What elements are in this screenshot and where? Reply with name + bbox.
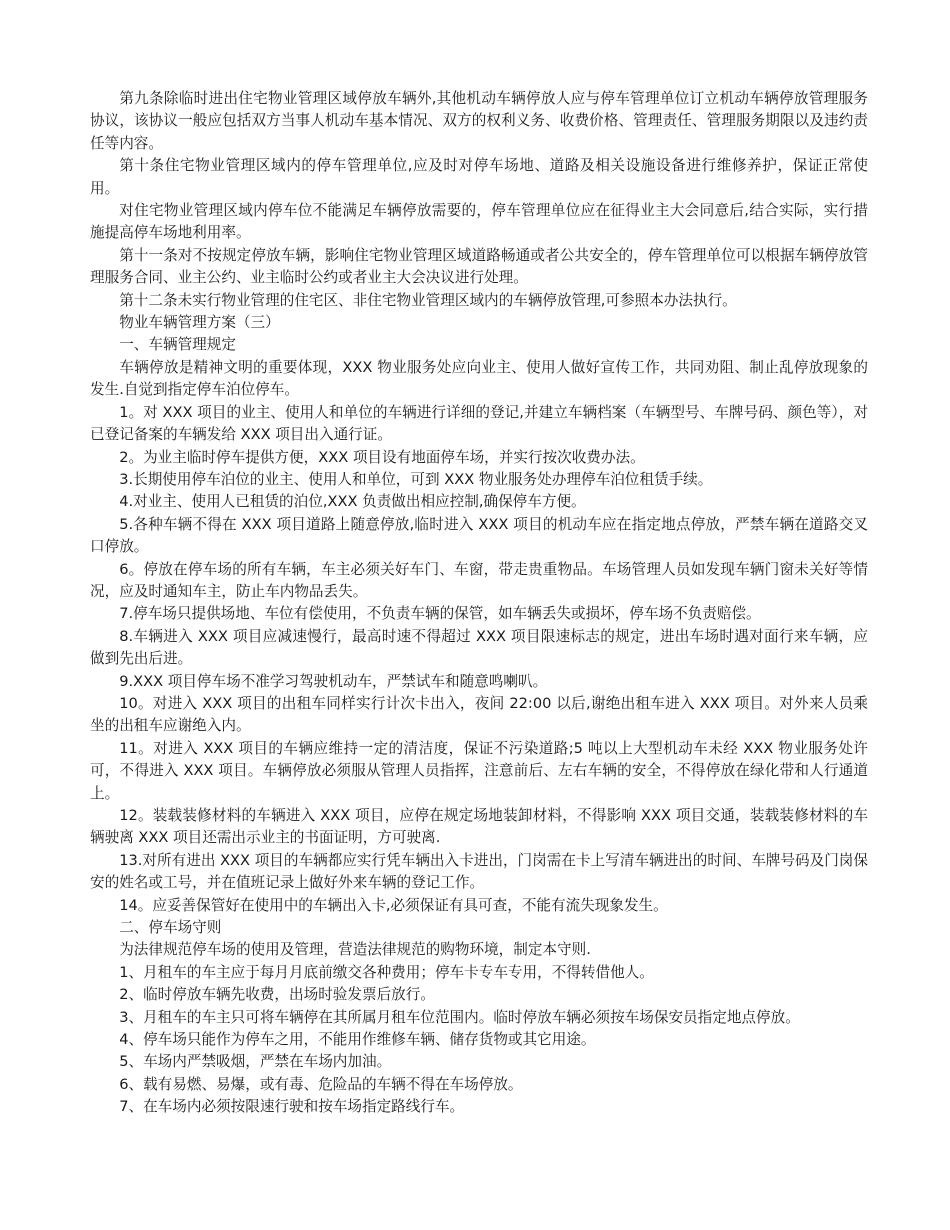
list-item: 14。应妥善保管好在使用中的车辆出入卡,必须保证有具可查，不能有流失现象发生。 bbox=[119, 896, 668, 914]
list-item: 5、车场内严禁吸烟，严禁在车场内加油。 bbox=[119, 1053, 392, 1071]
paragraph-rules-intro: 为法律规范停车场的使用及管理，营造法律规范的购物环境，制定本守则. bbox=[119, 941, 591, 959]
paragraph-intro: 车辆停放是精神文明的重要体现，XXX 物业服务处应向业主、使用人做好宣传工作，共同劝阻、制止乱停放现象的发生.自觉到指定停车泊位停车。 bbox=[90, 358, 868, 399]
list-item: 1。对 XXX 项目的业主、使用人和单位的车辆进行详细的登记,并建立车辆档案（车辆型号、车牌号码、颜色等），对已登记备案的车辆发给 XXX 项目出入通行证。 bbox=[90, 403, 868, 444]
list-item: 11。对进入 XXX 项目的车辆应维持一定的清洁度，保证不污染道路;5 吨以上大型机动车未经 XXX 物业服务处许可，不得进入 XXX 项目。车辆停放必须服从管理人员指挥，注意前后、左右车辆的安全，不得停放在绿化带和人行通道上。 bbox=[90, 739, 868, 802]
list-item: 1、月租车的车主应于每月月底前缴交各种费用；停车卡专车专用，不得转借他人。 bbox=[119, 963, 654, 981]
list-item: 8.车辆进入 XXX 项目应减速慢行，最高时速不得超过 XXX 项目限速标志的规定，进出车场时遇对面行来车辆，应做到先出后进。 bbox=[90, 627, 868, 668]
list-item: 5.各种车辆不得在 XXX 项目道路上随意停放,临时进入 XXX 项目的机动车应在指定地点停放，严禁车辆在道路交叉口停放。 bbox=[90, 515, 868, 556]
list-item: 7、在车场内必须按限速行驶和按车场指定路线行车。 bbox=[119, 1098, 465, 1116]
list-item: 4、停车场只能作为停车之用，不能用作维修车辆、储存货物或其它用途。 bbox=[119, 1031, 596, 1049]
paragraph-article-9: 第九条除临时进出住宅物业管理区域停放车辆外,其他机动车辆停放人应与停车管理单位订立机动车辆停放管理服务协议，该协议一般应包括双方当事人机动车基本情况、双方的权利义务、收费价格、管理责任、管理服务期限以及违约责任等内容。 bbox=[90, 90, 868, 152]
list-item: 6、载有易燃、易爆，或有毒、危险品的车辆不得在车场停放。 bbox=[119, 1075, 523, 1093]
heading-parking-rules: 二、停车场守则 bbox=[119, 919, 222, 937]
list-item: 6。停放在停车场的所有车辆，车主必须关好车门、车窗，带走贵重物品。车场管理人员如发现车辆门窗未关好等情况，应及时通知车主，防止车内物品丢失。 bbox=[90, 560, 868, 600]
list-item: 12。装载装修材料的车辆进入 XXX 项目，应停在规定场地装卸材料，不得影响 XXX 项目交通，装载装修材料的车辆驶离 XXX 项目还需出示业主的书面证明，方可驶离. bbox=[90, 807, 868, 847]
list-item: 13.对所有进出 XXX 项目的车辆都应实行凭车辆出入卡进出，门岗需在卡上写清车辆进出的时间、车牌号码及门岗保安的姓名或工号，并在值班记录上做好外来车辆的登记工作。 bbox=[90, 851, 868, 892]
list-item: 2。为业主临时停车提供方便，XXX 项目设有地面停车场，并实行按次收费办法。 bbox=[119, 448, 645, 466]
document-page bbox=[90, 88, 868, 1119]
section-title: 物业车辆管理方案（三） bbox=[119, 314, 280, 332]
heading-vehicle-rules: 一、车辆管理规定 bbox=[119, 336, 236, 354]
paragraph-parking-capacity: 对住宅物业管理区域内停车位不能满足车辆停放需要的，停车管理单位应在征得业主大会同意后,结合实际，实行措施提高停车场地利用率。 bbox=[90, 202, 868, 242]
list-item: 2、临时停放车辆先收费，出场时验发票后放行。 bbox=[119, 986, 435, 1004]
list-item: 7.停车场只提供场地、车位有偿使用，不负责车辆的保管，如车辆丢失或损坏，停车场不负责赔偿。 bbox=[119, 605, 761, 623]
paragraph-article-10: 第十条住宅物业管理区域内的停车管理单位,应及时对停车场地、道路及相关设施设备进行维修养护，保证正常使用。 bbox=[90, 157, 868, 197]
list-item: 3.长期使用停车泊位的业主、使用人和单位，可到 XXX 物业服务处办理停车泊位租赁手续。 bbox=[119, 470, 713, 488]
list-item: 3、月租车的车主只可将车辆停在其所属月租车位范围内。临时停放车辆必须按车场保安员指定地点停放。 bbox=[119, 1008, 800, 1026]
paragraph-article-12: 第十二条未实行物业管理的住宅区、非住宅物业管理区域内的车辆停放管理,可参照本办法执行。 bbox=[119, 291, 737, 309]
paragraph-article-11: 第十一条对不按规定停放车辆，影响住宅物业管理区域道路畅通或者公共安全的，停车管理单位可以根据车辆停放管理服务合同、业主公约、业主临时公约或者业主大会决议进行处理。 bbox=[90, 246, 868, 287]
list-item: 10。对进入 XXX 项目的出租车同样实行计次卡出入，夜间 22:00 以后,谢绝出租车进入 XXX 项目。对外来人员乘坐的出租车应谢绝入内。 bbox=[90, 694, 868, 735]
list-item: 9.XXX 项目停车场不准学习驾驶机动车，严禁试车和随意鸣喇叭。 bbox=[119, 672, 548, 690]
list-item: 4.对业主、使用人已租赁的泊位,XXX 负责做出相应控制,确保停车方便。 bbox=[119, 493, 586, 511]
